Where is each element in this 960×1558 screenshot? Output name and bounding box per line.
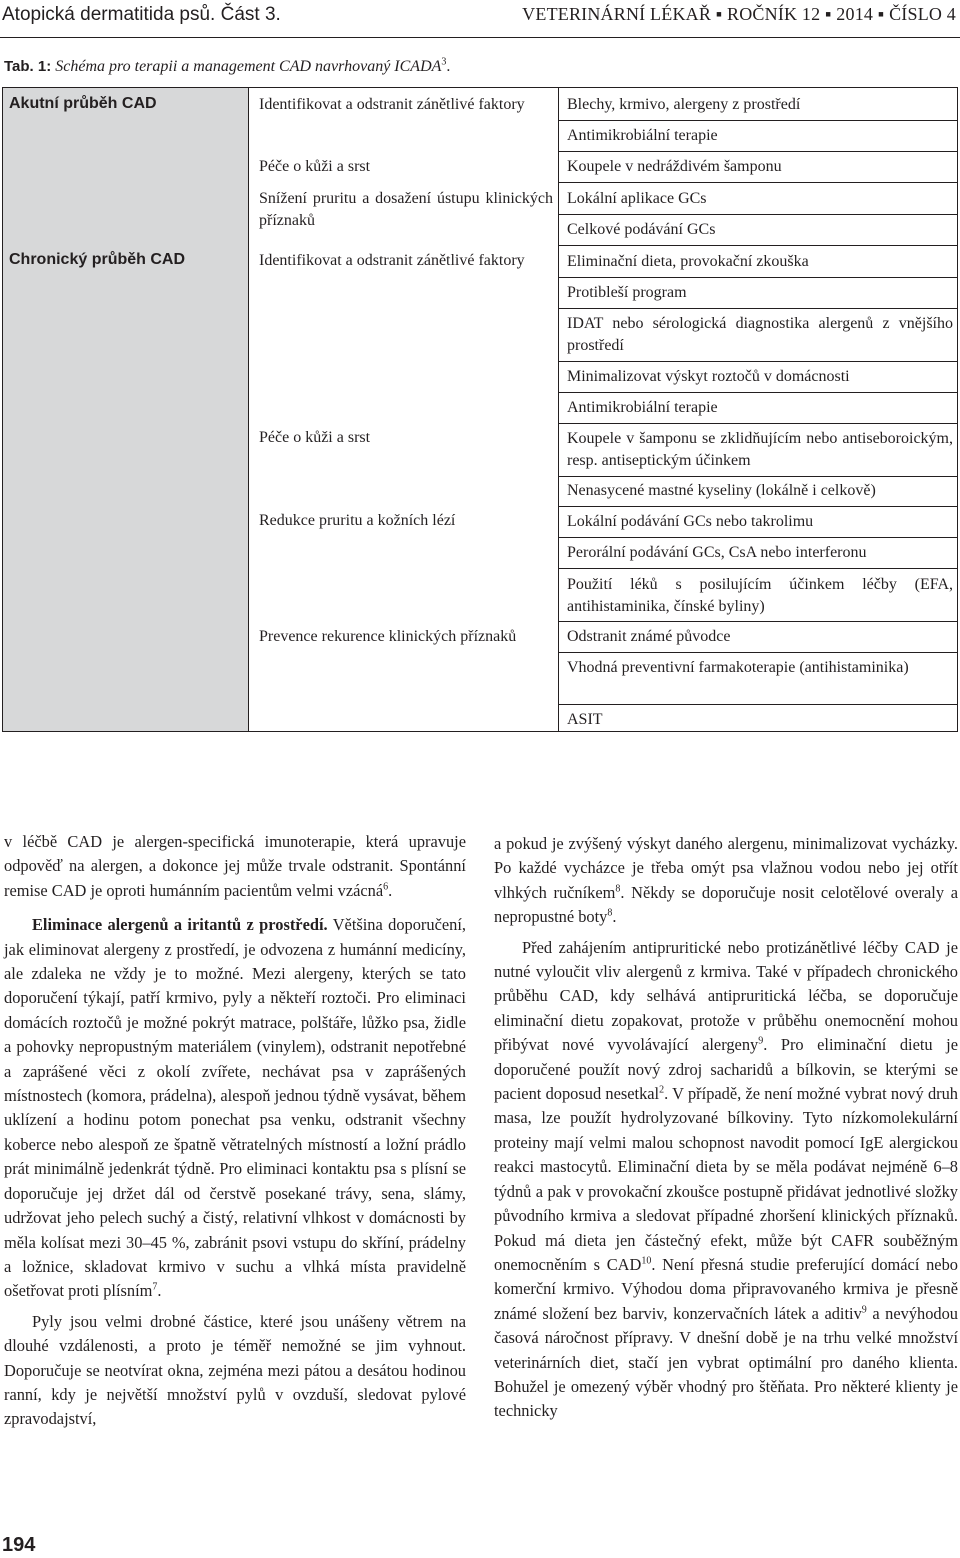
- text-run: v léčbě CAD je alergen-specifická imunoterapie, která upravuje odpověď na alergen, a dokonce jej může trvale odstranit. Spontánní remise CAD je oproti humánním pacientům velmi vzácná: [4, 832, 466, 900]
- reference: 2: [659, 1084, 665, 1096]
- text-run: Většina doporučení, jak eliminovat alergeny z prostředí, je odvozena z humánní medicíny, ale zdaleka ne vždy je to možné. Mezi alergeny, kterých se tato doporučení týkají, patří krmivo, pyly a někteří roztoči. Pro eliminaci domácích roztočů je možné pokrýt matrace, polštáře, lůžko psa, židle a pohovky nepropustným materiálem (vinylem), odstranit nepotřebné a zaprášené věci z okolí zvířete, nechávat psa v zaprášených místnostech (komora, prádelna), alespoň jednou týdně vysávat, během uklízení a hodinu potom ponechat psa venku, odstranit všechny koberce nebo alespoň ze špatně větratelných místností a ložní prádlo prát minimálně jedenkrát týdně. Pro eliminaci kontaktu psa s plísní se doporučuje jej držet dál od čerstvě posekané trávy, sena, slámy, udržovat jeho pelech suchý a čistý, relativní vlhkost v domácnosti by měla kolísat mezi 30–45 %, zabránit psovi vstupu do skříní, prádelny a ložnice, skladovat krmivo v suchu a vlhká místa pravidelně ošetřovat proti plísním: [4, 915, 466, 1301]
- goal-cell: Identifikovat a odstranit zánětlivé faktory: [259, 96, 525, 113]
- paragraph: [4, 913, 466, 1304]
- goal-cell: Redukce pruritu a kožních lézí: [259, 512, 456, 529]
- reference: 6: [383, 881, 389, 893]
- row-rule: [559, 476, 957, 477]
- action-cell: ASIT: [567, 711, 603, 728]
- text-run: . Pro eliminační dietu je doporučené použít nový zdroj sacharidů a bílkovin, se kterými se pacient doposud nesetkal: [494, 1035, 958, 1104]
- goal-cell: Snížení pruritu a dosažení ústupu klinických příznaků: [259, 190, 553, 229]
- text-run: Před zahájením antipruritické nebo protizánětlivé léčby CAD je nutné vyloučit vliv alergenů z krmiva. Také v případech chronického průběhu CAD, kdy selhává antipruritická léčba, se doporučuje eliminační dietu zopakovat, protože v průběhu onemocnění mohou přibývat nové vyvolávající alergeny: [494, 937, 958, 1055]
- page-number: 194: [2, 1534, 36, 1556]
- caption-text: Schéma pro terapii a management CAD navrhovaný ICADA: [55, 58, 442, 75]
- running-title: Atopická dermatitida psů. Část 3.: [2, 4, 281, 25]
- action-cell: Nenasycené mastné kyseliny (lokálně i celkově): [567, 482, 876, 499]
- action-cell: IDAT nebo sérologická diagnostika alergenů z vnějšího prostředí: [567, 315, 953, 354]
- text-run: . Není přesná studie preferující domácí nebo komerční krmivo. Výhodou doma připravovaného krmiva je přesně známé složení bez barviv, konzervačních látek a aditiv: [494, 1254, 958, 1323]
- reference: 8: [607, 907, 613, 919]
- goal-cell: Péče o kůži a srst: [259, 158, 371, 175]
- text-run: . Někdy se doporučuje nosit celotělové overaly a nepropustné boty: [494, 882, 958, 927]
- action-cell: Blechy, krmivo, alergeny z prostředí: [567, 96, 801, 113]
- goal-cell: Péče o kůži a srst: [259, 429, 371, 446]
- chronic-course-label: Chronický průběh CAD: [9, 251, 186, 268]
- reference: 7: [152, 1281, 158, 1293]
- therapy-table: [2, 87, 958, 732]
- action-cell: Lokální podávání GCs nebo takrolimu: [567, 513, 814, 530]
- row-rule: [559, 245, 957, 246]
- row-rule: [559, 652, 957, 653]
- caption-ref: 3: [441, 56, 447, 68]
- table-caption: [4, 58, 450, 76]
- row-rule: [559, 151, 957, 152]
- row-rule: [559, 120, 957, 121]
- action-cell: Protibleší program: [567, 284, 687, 301]
- text-run: a pokud je zvýšený výskyt daného alergenu, minimalizovat vycházky. Po každé vycházce je třeba omýt psa vlažnou vodou nebo jej otřít vlhkých ručníkem: [494, 834, 958, 902]
- row-rule: [559, 308, 957, 309]
- text-column-left: [4, 830, 466, 1432]
- action-cell: Použití léků s posilujícím účinkem léčby (EFA, antihistaminika, čínské byliny): [567, 576, 953, 615]
- row-rule: [559, 704, 957, 705]
- caption-label: Tab. 1:: [4, 58, 52, 75]
- row-rule: [559, 182, 957, 183]
- row-rule: [559, 621, 957, 622]
- action-cell: Koupele v nedráždivém šamponu: [567, 158, 782, 175]
- acute-course-label: Akutní průběh CAD: [9, 95, 157, 112]
- action-cell: Eliminační dieta, provokační zkouška: [567, 253, 809, 270]
- action-cell: Minimalizovat výskyt roztočů v domácnosti: [567, 368, 850, 385]
- text-run: .: [388, 880, 393, 900]
- row-rule: [559, 537, 957, 538]
- action-cell: Lokální aplikace GCs: [567, 190, 707, 207]
- paragraph: [494, 832, 958, 930]
- goal-cell: Identifikovat a odstranit zánětlivé faktory: [259, 252, 525, 269]
- section-heading: Eliminace alergenů a iritantů z prostředí.: [32, 915, 328, 935]
- reference: 8: [615, 883, 621, 895]
- row-rule: [559, 392, 957, 393]
- row-rule: [559, 423, 957, 424]
- reference: 9: [861, 1304, 867, 1316]
- action-cell: Antimikrobiální terapie: [567, 127, 718, 144]
- text-run: . V případě, že není možné vybrat nový druh masa, lze použít hydrolyzované bílkoviny. Tyto nízkomolekulární proteiny mají velmi malou schopnost navodit pomocí IgE alergickou reakci mastocytů. Eliminační dieta by se měla podávat nejméně 6–8 týdnů a pak v provokační zkoušce postupně přidávat jednotlivé složky původního krmiva a sledovat případné zhoršení klinických příznaků. Pokud má dieta jen částečný efekt, může být CAFR souběžným onemocněním s CAD: [494, 1084, 958, 1274]
- row-rule: [559, 506, 957, 507]
- paragraph: [4, 830, 466, 903]
- column-divider: [558, 88, 559, 731]
- text-column-right: [494, 832, 958, 1424]
- caption-tail: .: [446, 58, 451, 75]
- reference: 9: [758, 1035, 764, 1047]
- page-header: [0, 0, 960, 36]
- action-cell: Koupele v šamponu se zklidňujícím nebo antiseboroickým, resp. antiseptickým účinkem: [567, 430, 953, 469]
- row-rule: [559, 214, 957, 215]
- journal-info: VETERINÁRNÍ LÉKAŘ ▪ ROČNÍK 12 ▪ 2014 ▪ ČÍSLO 4: [522, 4, 956, 24]
- course-column: [3, 88, 249, 731]
- text-run: a nevýhodou časová náročnost přípravy. V dnešní době je na trhu velké množství veterinárních diet, stačí jen vybrat optimální pro daného klienta. Bohužel je omezený výběr vhodný pro štěňata. Pro některé klienty je technicky: [494, 1303, 958, 1421]
- action-cell: Antimikrobiální terapie: [567, 399, 718, 416]
- action-cell: Celkové podávání GCs: [567, 221, 716, 238]
- reference: 10: [641, 1255, 652, 1267]
- paragraph: [494, 936, 958, 1424]
- action-cell: Vhodná preventivní farmakoterapie (antihistaminika): [567, 659, 909, 676]
- paragraph: Pyly jsou velmi drobné částice, které jsou unášeny větrem na dlouhé vzdálenosti, a proto je téměř nemožné se jim vyhnout. Doporučuje se neotvírat okna, zejména mezi pátou a desátou hodinou ranní, kdy je největší množství pylů v ovzduší, sledovat pylové zpravodajství,: [4, 1311, 466, 1429]
- text-run: .: [157, 1281, 162, 1301]
- row-rule: [559, 568, 957, 569]
- row-rule: [559, 361, 957, 362]
- row-rule: [559, 277, 957, 278]
- header-rule: [0, 37, 960, 38]
- goal-cell: Prevence rekurence klinických příznaků: [259, 628, 517, 645]
- action-cell: Odstranit známé původce: [567, 628, 731, 645]
- action-cell: Perorální podávání GCs, CsA nebo interferonu: [567, 544, 867, 561]
- text-run: .: [612, 907, 617, 927]
